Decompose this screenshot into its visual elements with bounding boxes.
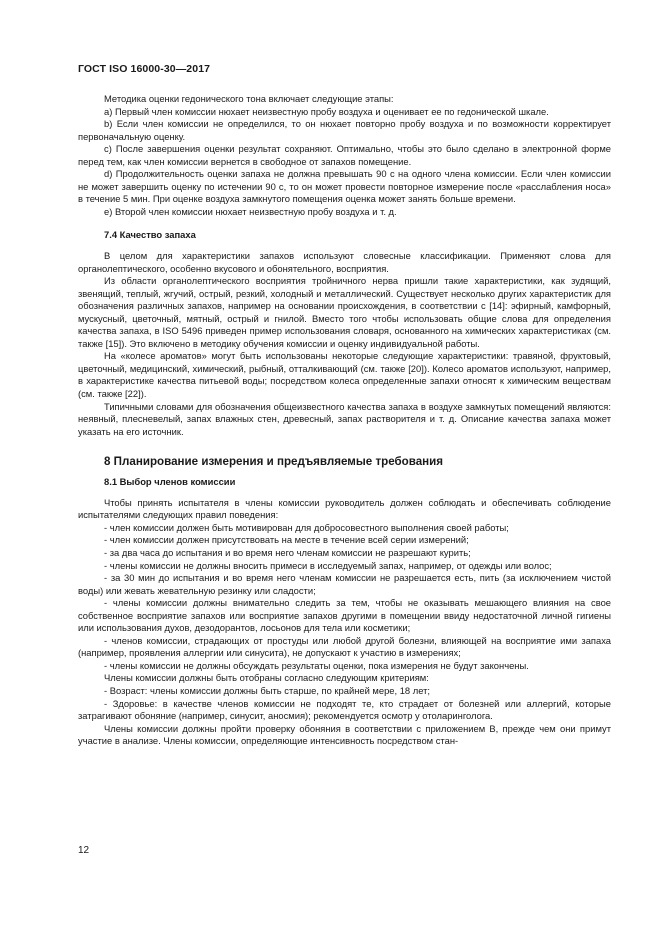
document-code-header: ГОСТ ISO 16000-30—2017 (78, 63, 211, 75)
list-item: - Здоровье: в качестве членов комиссии не подходят те, кто страдает от болезней или аллергий, которые затрагивают обоняние (например, синусит, аносмия); рекомендуется осмотр у отоларинголога. (78, 697, 611, 722)
section-heading-8-1: 8.1 Выбор членов комиссии (104, 476, 236, 488)
paragraph: На «колесе ароматов» могут быть использованы некоторые следующие характеристики: травяной, фруктовый, цветочный, медицинский, химический, рыбный, отталкивающий (см. также [20]). Колесо ароматов используют, например, в характеристике качества питьевой воды; посредством колеса определенные запахи относят к химическим веществам (см. также [22]). (78, 350, 611, 400)
paragraph: d) Продолжительность оценки запаха не должна превышать 90 с на одного члена комиссии. Если член комиссии не может завершить оценку по истечении 90 с, то он может провести повторное измерение после «расслабления носа» в течение 5 мин. При оценке воздуха замкнутого помещения оценка может занять больше времени. (78, 168, 611, 205)
paragraph: Чтобы принять испытателя в члены комиссии руководитель должен соблюдать и обеспечивать соблюдение испытателями следующих правил поведения: (78, 496, 611, 521)
section-heading-8: 8 Планирование измерения и предъявляемые требования (104, 455, 444, 469)
paragraph: e) Второй член комиссии нюхает неизвестную пробу воздуха и т. д. (104, 205, 397, 217)
section-8 (78, 454, 611, 469)
section-heading-7-4: 7.4 Качество запаха (104, 229, 196, 241)
section-7-4 (78, 229, 611, 438)
list-item: - членов комиссии, страдающих от простуды или любой другой болезни, влияющей на восприятие ими запаха (например, проявления аллергии или синусита), не допускают к участию в измерениях; (78, 634, 611, 659)
document-body (78, 93, 611, 748)
paragraph: Из области органолептического восприятия тройничного нерва пришли такие характеристики, как зудящий, звенящий, теплый, жгучий, острый, резкий, холодный и металлический. Существует несколько других характеристик для обозначения различных запахов, например на основании происхождения, в соответствии с [14]: эфирный, камфорный, мускусный, цветочный, мятный, острый и гнилой. Вместо того чтобы использовать общие слова для определения качества запаха, в ISO 5496 приведен пример использования словаря, основанного на химических характеристиках (см. также [15]). Это включено в методику обучения комиссии и оценку индивидуальной работы. (78, 275, 611, 349)
section-8-1 (78, 476, 611, 747)
list-item: - член комиссии должен быть мотивирован для добросовестного выполнения своей работы; (104, 521, 509, 533)
paragraph: b) Если член комиссии не определился, то он нюхает повторно пробу воздуха и по возможности корректирует первоначальную оценку. (78, 118, 611, 142)
paragraph: Методика оценки гедонического тона включает следующие этапы: (104, 93, 394, 104)
paragraph: Члены комиссии должны быть отобраны согласно следующим критериям: (104, 672, 429, 684)
list-item: - за два часа до испытания и во время него членам комиссии не разрешают курить; (104, 546, 471, 558)
page-number: 12 (78, 845, 90, 856)
paragraph: В целом для характеристики запахов используют словесные классификации. Применяют слова для органолептического, особенно вкусового и обонятельного, восприятия. (78, 250, 611, 274)
list-item: - члены комиссии должны внимательно следить за тем, чтобы не оказывать мешающего влияния на свое собственное восприятие запахов или восприятие запахов другими в помещении ввиду недостаточной личной гигиены или использования духов, дезодорантов, лосьонов для тела или косметики; (78, 597, 611, 634)
paragraph: Типичными словами для обозначения общеизвестного качества запаха в воздухе замкнутых помещений являются: неявный, плесневелый, запах влажных стен, древесный, запах растворителя и т. д. Описание качества запаха может указать на его источник. (78, 400, 611, 437)
list-item: - член комиссии должен присутствовать на месте в течение всей серии измерений; (104, 534, 469, 546)
paragraph: Члены комиссии должны пройти проверку обоняния в соответствии с приложением B, прежде чем они примут участие в анализе. Члены комиссии, определяющие интенсивность посредством стан- (78, 722, 611, 747)
list-item: - за 30 мин до испытания и во время него членам комиссии не разрешается есть, пить (за исключением чистой воды) или жевать жевательную резинку или сладости; (78, 572, 611, 596)
list-item: - члены комиссии не должны обсуждать результаты оценки, пока измерения не будут закончены. (104, 659, 529, 671)
paragraph: a) Первый член комиссии нюхает неизвестную пробу воздуха и оценивает ее по гедонической шкале. (104, 105, 549, 117)
hedonic-procedure-section (78, 93, 611, 218)
list-item: - члены комиссии не должны вносить примеси в исследуемый запах, например, от одежды или волос; (104, 559, 552, 571)
list-item: - Возраст: члены комиссии должны быть старше, по крайней мере, 18 лет; (104, 684, 431, 696)
paragraph: c) После завершения оценки результат сохраняют. Оптимально, чтобы это было сделано в электронной форме перед тем, как член комиссии вернется в свободное от запахов помещение. (78, 143, 611, 167)
